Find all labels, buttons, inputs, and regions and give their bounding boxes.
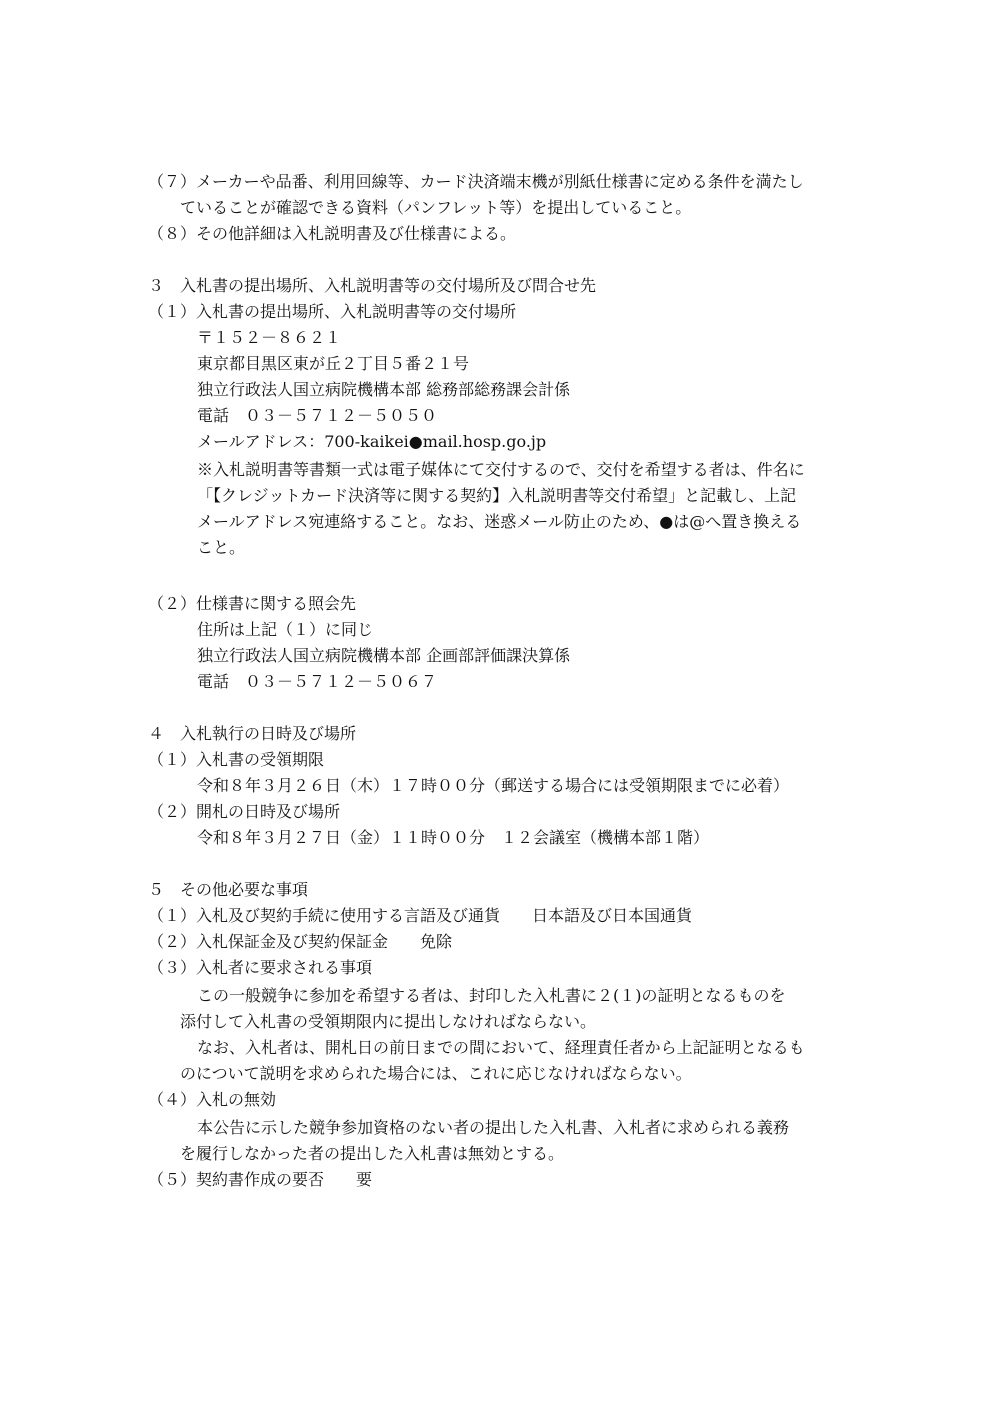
section5-sub2: （２）入札保証金及び契約保証金 免除 <box>148 932 453 951</box>
section5-heading: ５ その他必要な事項 <box>148 880 309 899</box>
section5-sub3-p2-line1: なお、入札者は、開札日の前日までの間において、経理責任者から上記証明となるも <box>197 1038 805 1057</box>
section3-email: メールアドレス：700-kaikei●mail.hosp.go.jp <box>197 432 547 451</box>
section5-sub4-line1: 本公告に示した競争参加資格のない者の提出した入札書、入札者に求められる義務 <box>197 1118 790 1137</box>
item7-line2: ていることが確認できる資料（パンフレット等）を提出していること。 <box>180 198 692 217</box>
section5-sub1: （１）入札及び契約手続に使用する言語及び通貨 日本語及び日本国通貨 <box>148 906 693 925</box>
section3-sub2-heading: （２）仕様書に関する照会先 <box>148 594 357 613</box>
section3-heading: ３ 入札書の提出場所、入札説明書等の交付場所及び問合せ先 <box>148 276 597 295</box>
section3-sub1-heading: （１）入札書の提出場所、入札説明書等の交付場所 <box>148 302 517 321</box>
section3-address: 東京都目黒区東が丘２丁目５番２１号 <box>197 354 470 373</box>
section4-sub2-heading: （２）開札の日時及び場所 <box>148 802 341 821</box>
item8: （８）その他詳細は入札説明書及び仕様書による。 <box>148 224 517 243</box>
item7-line1: （７）メーカーや品番、利用回線等、カード決済端末機が別紙仕様書に定める条件を満たし <box>148 172 804 191</box>
section3-phone: 電話 ０３－５７１２－５０５０ <box>197 406 438 425</box>
section3-sub2-phone: 電話 ０３－５７１２－５０６７ <box>197 672 438 691</box>
section5-sub4-line2: を履行しなかった者の提出した入札書は無効とする。 <box>180 1144 565 1163</box>
section5-sub3-heading: （３）入札者に要求される事項 <box>148 958 373 977</box>
section5-sub3-p2-line2: のについて説明を求められた場合には、これに応じなければならない。 <box>180 1064 692 1083</box>
section3-note-line3: メールアドレス宛連絡すること。なお、迷惑メール防止のため、●は@へ置き換える <box>197 512 802 531</box>
section3-note-line4: こと。 <box>197 538 246 557</box>
section5-sub3-p1-line2: 添付して入札書の受領期限内に提出しなければならない。 <box>180 1012 597 1031</box>
section3-note-line1: ※入札説明書等書類一式は電子媒体にて交付するので、交付を希望する者は、件名に <box>197 460 805 479</box>
section4-heading: ４ 入札執行の日時及び場所 <box>148 724 357 743</box>
section4-sub2-detail: 令和８年３月２７日（金）１１時００分 １２会議室（機構本部１階） <box>197 828 710 847</box>
section3-sub2-address: 住所は上記（１）に同じ <box>197 620 374 639</box>
section5-sub4-heading: （４）入札の無効 <box>148 1090 277 1109</box>
section3-note-line2: 「【クレジットカード決済等に関する契約】入札説明書等交付希望」と記載し、上記 <box>197 486 797 505</box>
section3-postal-code: 〒１５２－８６２１ <box>197 328 342 347</box>
section4-sub1-heading: （１）入札書の受領期限 <box>148 750 325 769</box>
section3-sub2-office: 独立行政法人国立病院機構本部 企画部評価課決算係 <box>197 646 571 665</box>
section5-sub5: （５）契約書作成の要否 要 <box>148 1170 373 1189</box>
section3-office: 独立行政法人国立病院機構本部 総務部総務課会計係 <box>197 380 571 399</box>
section5-sub3-p1-line1: この一般競争に参加を希望する者は、封印した入札書に２(１)の証明となるものを <box>197 986 786 1005</box>
section4-sub1-detail: 令和８年３月２６日（木）１７時００分（郵送する場合には受領期限までに必着） <box>197 776 790 795</box>
